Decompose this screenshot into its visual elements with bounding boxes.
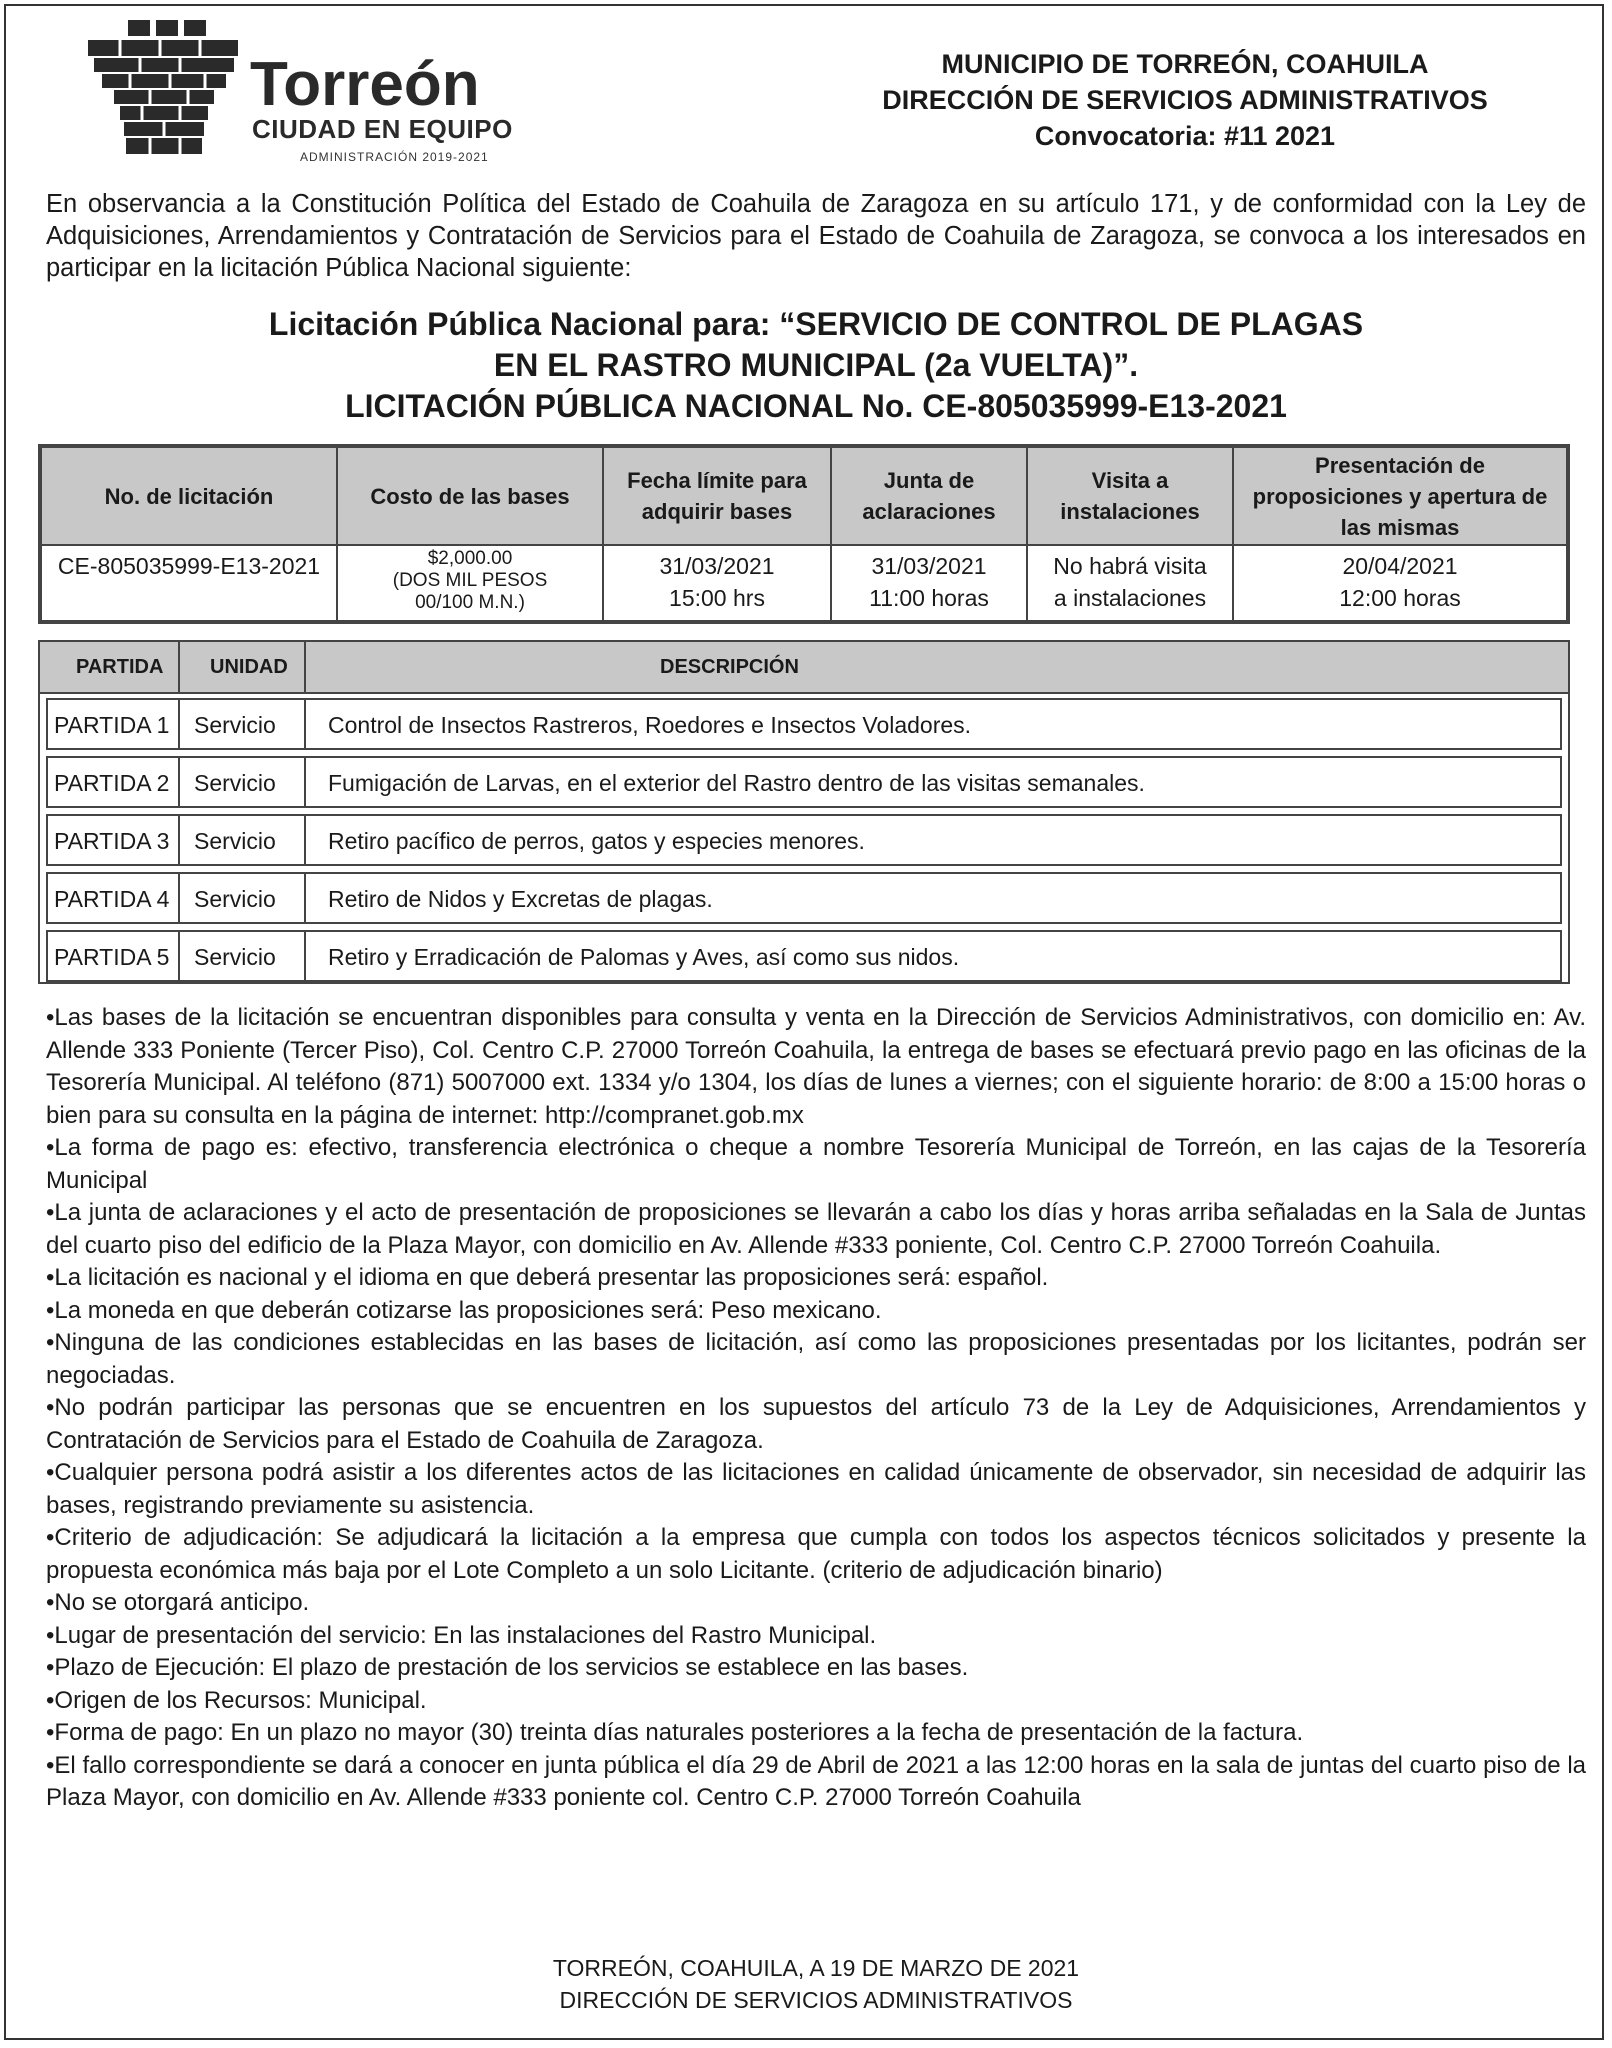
list-item: •Plazo de Ejecución: El plazo de prestación de los servicios se establece en las bases.	[46, 1654, 969, 1681]
list-item: •Cualquier persona podrá asistir a los diferentes actos de las licitaciones en calidad únicamente de observador, sin necesidad de adquirir las bases, registrando previamente su asistencia.	[46, 1459, 1586, 1519]
partidas-table-header	[40, 642, 1568, 694]
table-row	[41, 545, 1567, 621]
cell-costo	[337, 545, 603, 621]
intro-paragraph: En observancia a la Constitución Política del Estado de Coahuila de Zaragoza en su artículo 171, y de conformidad con la Ley de Adquisiciones, Arrendamientos y Contratación de Servicios para el Estado de Coahuila de Zaragoza, se convoca a los interesados en participar en la licitación Pública Nacional siguiente:	[46, 190, 1586, 282]
col-header-costo: Costo de las bases	[337, 447, 603, 545]
list-item: •Ninguna de las condiciones establecidas en las bases de licitación, así como las proposiciones presentadas por los licitantes, podrán ser negociadas.	[46, 1329, 1586, 1389]
table-row	[46, 814, 1562, 866]
licitacion-table	[38, 444, 1570, 624]
cell-junta-time: 11:00 horas	[869, 585, 989, 611]
logo-name: Torreón	[250, 50, 480, 119]
title-line-3: LICITACIÓN PÚBLICA NACIONAL No. CE-805035999-E13-2021	[345, 388, 1287, 424]
cell-partida: PARTIDA 4	[54, 886, 170, 912]
cell-unidad: Servicio	[194, 886, 276, 912]
cell-fecha-time: 15:00 hrs	[669, 585, 765, 611]
cell-partida: PARTIDA 5	[54, 944, 170, 970]
col-header-unidad: UNIDAD	[210, 656, 288, 678]
cell-presentacion	[1233, 545, 1567, 621]
footer-direccion: DIRECCIÓN DE SERVICIOS ADMINISTRATIVOS	[559, 1987, 1073, 2013]
list-item: •La junta de aclaraciones y el acto de presentación de proposiciones se llevarán a cabo los días y horas arriba señaladas en la Sala de Juntas del cuarto piso del edificio de la Plaza Mayor, con domicilio en Av. Allende #333 poniente, Col. Centro C.P. 27000 Torreón Coahuila.	[46, 1199, 1586, 1259]
col-header-visita: Visita a instalaciones	[1027, 447, 1233, 545]
cell-partida: PARTIDA 2	[54, 770, 170, 796]
table-row	[46, 756, 1562, 808]
conditions-list	[46, 1002, 1586, 1815]
header-convocatoria: Convocatoria: #11 2021	[1034, 121, 1336, 151]
list-item: •El fallo correspondiente se dará a conocer en junta pública el día 29 de Abril de 2021 a las 12:00 horas en la sala de juntas del cuarto piso de la Plaza Mayor, con domicilio en Av. Allende #333 poniente col. Centro C.P. 27000 Torreón Coahuila	[46, 1751, 1586, 1811]
header-block	[820, 46, 1550, 154]
cell-fecha-date: 31/03/2021	[659, 553, 775, 579]
cell-descripcion: Retiro y Erradicación de Palomas y Aves, así como sus nidos.	[328, 944, 960, 970]
cell-descripcion: Fumigación de Larvas, en el exterior del Rastro dentro de las visitas semanales.	[328, 770, 1145, 796]
partidas-table	[38, 640, 1570, 984]
title-line-2: EN EL RASTRO MUNICIPAL (2a VUELTA)”.	[493, 347, 1139, 383]
header-municipio: MUNICIPIO DE TORREÓN, COAHUILA	[941, 49, 1429, 79]
list-item: •Forma de pago: En un plazo no mayor (30) treinta días naturales posteriores a la fecha de presentación de la factura.	[46, 1719, 1304, 1746]
list-item: •La forma de pago es: efectivo, transferencia electrónica o cheque a nombre Tesorería Municipal de Torreón, en las cajas de la Tesorería Municipal	[46, 1134, 1586, 1194]
list-item: •La moneda en que deberán cotizarse las proposiciones será: Peso mexicano.	[46, 1296, 882, 1324]
cell-unidad: Servicio	[194, 828, 276, 854]
list-item: •Las bases de la licitación se encuentran disponibles para consulta y venta en la Dirección de Servicios Administrativos, con domicilio en: Av. Allende 333 Poniente (Tercer Piso), Col. Centro C.P. 27000 Torreón Coahuila, la entrega de bases se efectuará previo pago en las oficinas de la Tesorería Municipal. Al teléfono (871) 5007000 ext. 1334 y/o 1304, los días de lunes a viernes; con el siguiente horario: de 8:00 a 15:00 horas o bien para su consulta en la página de internet: http://compranet.gob.mx	[46, 1004, 1586, 1129]
col-header-descripcion: DESCRIPCIÓN	[660, 656, 799, 678]
cell-descripcion: Control de Insectos Rastreros, Roedores e Insectos Voladores.	[328, 712, 972, 738]
list-item: •Origen de los Recursos: Municipal.	[46, 1686, 427, 1714]
cell-unidad: Servicio	[194, 770, 276, 796]
cell-junta-date: 31/03/2021	[871, 553, 987, 579]
table-row	[46, 698, 1562, 750]
title-line-1: Licitación Pública Nacional para: “SERVICIO DE CONTROL DE PLAGAS	[268, 306, 1364, 342]
col-header-numero: No. de licitación	[41, 447, 337, 545]
cell-visita	[1027, 545, 1233, 621]
footer-block	[46, 1952, 1586, 2016]
cell-partida: PARTIDA 1	[54, 712, 170, 738]
col-header-junta: Junta de aclaraciones	[831, 447, 1027, 545]
cell-unidad: Servicio	[194, 712, 276, 738]
list-item: •Lugar de presentación del servicio: En las instalaciones del Rastro Municipal.	[46, 1621, 877, 1649]
col-header-presentacion: Presentación de proposiciones y apertura de las mismas	[1233, 447, 1567, 545]
logo-administration: ADMINISTRACIÓN 2019-2021	[300, 150, 489, 164]
cell-visita-line1: No habrá visita	[1053, 553, 1207, 579]
list-item: •No se otorgará anticipo.	[46, 1589, 310, 1616]
cell-unidad: Servicio	[194, 944, 276, 970]
title-block	[46, 304, 1586, 427]
cell-costo-amount: $2,000.00	[427, 548, 513, 569]
cell-presentacion-time: 12:00 horas	[1339, 585, 1461, 611]
header-direccion: DIRECCIÓN DE SERVICIOS ADMINISTRATIVOS	[882, 85, 1488, 115]
logo-subtitle: CIUDAD EN EQUIPO	[252, 114, 513, 144]
torreon-logo	[80, 18, 560, 168]
cell-junta	[831, 545, 1027, 621]
table-row	[46, 930, 1562, 982]
cell-costo-cents: 00/100 M.N.)	[415, 592, 525, 613]
cell-partida: PARTIDA 3	[54, 828, 170, 854]
cell-presentacion-date: 20/04/2021	[1342, 553, 1458, 579]
cell-costo-words: (DOS MIL PESOS	[392, 570, 548, 591]
col-header-fecha-limite: Fecha límite para adquirir bases	[603, 447, 831, 545]
cell-visita-line2: a instalaciones	[1053, 585, 1207, 611]
footer-place-date: TORREÓN, COAHUILA, A 19 DE MARZO DE 2021	[552, 1955, 1080, 1981]
list-item: •La licitación es nacional y el idioma en que deberá presentar las proposiciones será: español.	[46, 1264, 1049, 1291]
cell-descripcion: Retiro de Nidos y Excretas de plagas.	[328, 886, 713, 912]
col-header-partida: PARTIDA	[76, 656, 164, 678]
list-item: •No podrán participar las personas que se encuentren en los supuestos del artículo 73 de la Ley de Adquisiciones, Arrendamientos y Contratación de Servicios para el Estado de Coahuila de Zaragoza.	[46, 1394, 1586, 1454]
cell-descripcion: Retiro pacífico de perros, gatos y especies menores.	[328, 828, 865, 854]
list-item: •Criterio de adjudicación: Se adjudicará la licitación a la empresa que cumpla con todos los aspectos técnicos solicitados y presente la propuesta económica más baja por el Lote Completo a un solo Licitante. (criterio de adjudicación binario)	[46, 1524, 1586, 1584]
castle-tower-icon	[80, 18, 245, 168]
cell-numero: CE-805035999-E13-2021	[41, 545, 337, 621]
table-row	[46, 872, 1562, 924]
licitacion-table-header	[41, 447, 1567, 545]
cell-fecha-limite	[603, 545, 831, 621]
